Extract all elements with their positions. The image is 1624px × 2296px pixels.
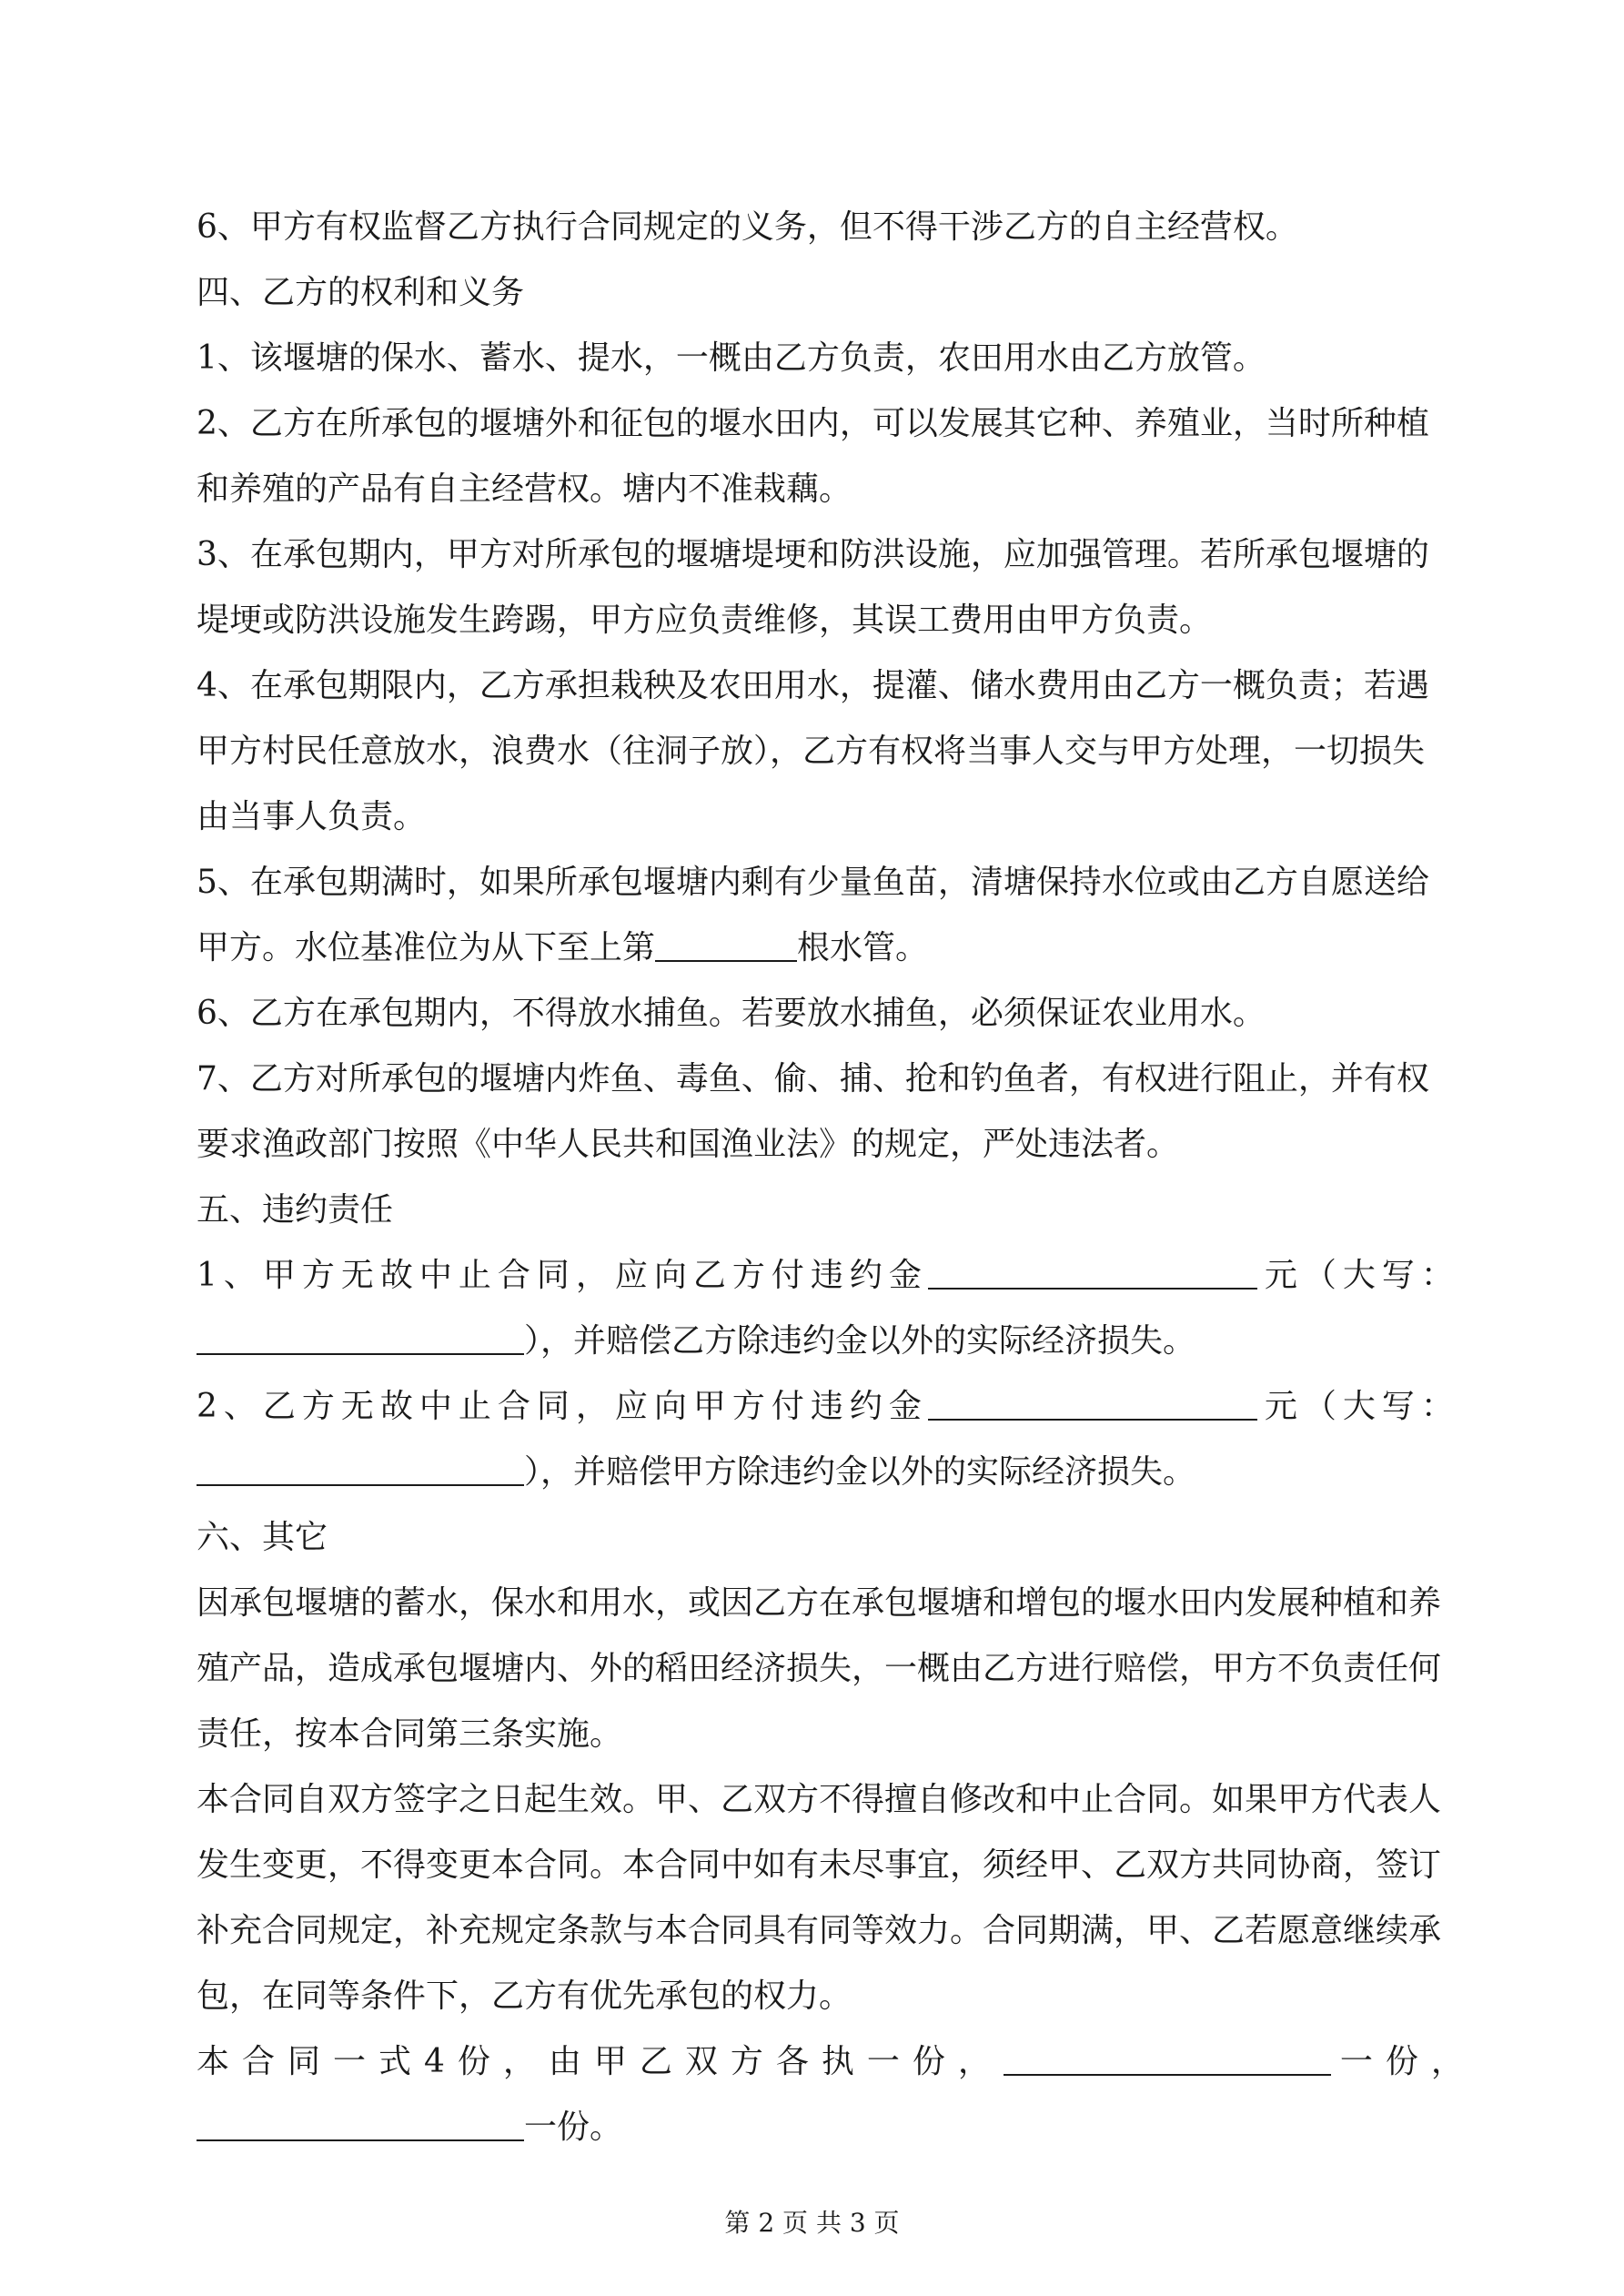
paragraph-line: 5、在承包期满时，如果所承包堰塘内剩有少量鱼苗，清塘保持水位或由乙方自愿送给 (197, 864, 1429, 901)
paragraph-line: 由当事人负责。 (197, 798, 427, 835)
penalty-capital-blank[interactable] (197, 1317, 524, 1355)
paragraph-line: 堤埂或防洪设施发生跨踢，甲方应负责维修，其误工费用由甲方负责。 (197, 602, 1213, 639)
paragraph-line: 因承包堰塘的蓄水，保水和用水，或因乙方在承包堰塘和增包的堰水田内发展种植和养 (197, 1584, 1442, 1622)
water-level-blank[interactable] (655, 924, 797, 962)
contract-body (197, 195, 1477, 2160)
penalty-capital-blank[interactable] (197, 1448, 524, 1486)
line-text: 一份， (1339, 2043, 1477, 2080)
paragraph-line (197, 1440, 1425, 1505)
penalty-amount-blank[interactable] (928, 1382, 1257, 1421)
paragraph-line (197, 2029, 1477, 2095)
line-text: 1、甲方无故中止合同，应向乙方付违约金 (197, 1257, 928, 1294)
penalty-amount-blank[interactable] (928, 1251, 1257, 1290)
line-text: ），并赔偿甲方除违约金以外的实际经济损失。 (524, 1453, 1196, 1491)
paragraph-line (197, 2095, 1425, 2160)
line-text: ），并赔偿乙方除违约金以外的实际经济损失。 (524, 1322, 1196, 1360)
paragraph-line: 甲方村民任意放水，浪费水（往洞子放），乙方有权将当事人交与甲方处理，一切损失 (197, 733, 1426, 770)
paragraph-line: 发生变更，不得变更本合同。本合同中如有未尽事宜，须经甲、乙双方共同协商，签订 (197, 1846, 1442, 1884)
section-heading: 四、乙方的权利和义务 (197, 274, 525, 311)
paragraph-line: 1、该堰塘的保水、蓄水、提水，一概由乙方负责，农田用水由乙方放管。 (197, 339, 1266, 377)
line-text: 本合同一式4份，由甲乙双方各执一份， (197, 2043, 1004, 2080)
copy-holder-blank[interactable] (197, 2103, 524, 2141)
paragraph-line: 7、乙方对所承包的堰塘内炸鱼、毒鱼、偷、捕、抢和钓鱼者，有权进行阻止，并有权 (197, 1060, 1429, 1097)
paragraph-line: 6、甲方有权监督乙方执行合同规定的义务，但不得干涉乙方的自主经营权。 (197, 208, 1298, 246)
line-text: 根水管。 (797, 929, 929, 966)
line-text: 2、乙方无故中止合同，应向甲方付违约金 (197, 1388, 928, 1425)
page-number-footer: 第 2 页 共 3 页 (724, 2208, 900, 2238)
paragraph-line: 殖产品，造成承包堰塘内、外的稻田经济损失，一概由乙方进行赔偿，甲方不负责任何 (197, 1650, 1442, 1687)
paragraph-line: 4、在承包期限内，乙方承担栽秧及农田用水，提灌、储水费用由乙方一概负责；若遇 (197, 667, 1429, 704)
paragraph-line (197, 1243, 1460, 1309)
line-text: 元（大写： (1264, 1257, 1460, 1294)
paragraph-line (197, 1309, 1425, 1374)
paragraph-line: 6、乙方在承包期内，不得放水捕鱼。若要放水捕鱼，必须保证农业用水。 (197, 995, 1266, 1032)
line-text: 一份。 (524, 2109, 623, 2146)
section-heading: 六、其它 (197, 1519, 328, 1556)
line-text: 甲方。水位基准位为从下至上第 (197, 929, 656, 966)
line-text: 元（大写： (1264, 1388, 1460, 1425)
paragraph-line (197, 915, 1425, 981)
paragraph-line: 责任，按本合同第三条实施。 (197, 1715, 623, 1753)
paragraph-line: 本合同自双方签字之日起生效。甲、乙双方不得擅自修改和中止合同。如果甲方代表人 (197, 1781, 1442, 1818)
paragraph-line: 3、在承包期内，甲方对所承包的堰塘堤埂和防洪设施，应加强管理。若所承包堰塘的 (197, 536, 1429, 573)
paragraph-line: 补充合同规定，补充规定条款与本合同具有同等效力。合同期满，甲、乙若愿意继续承 (197, 1912, 1442, 1949)
paragraph-line: 要求渔政部门按照《中华人民共和国渔业法》的规定，严处违法者。 (197, 1126, 1180, 1163)
paragraph-line: 和养殖的产品有自主经营权。塘内不准栽藕。 (197, 470, 852, 508)
paragraph-line: 2、乙方在所承包的堰塘外和征包的堰水田内，可以发展其它种、养殖业，当时所种植 (197, 405, 1429, 442)
paragraph-line: 包，在同等条件下，乙方有优先承包的权力。 (197, 1977, 852, 2015)
section-heading: 五、违约责任 (197, 1191, 394, 1229)
copy-holder-blank[interactable] (1004, 2038, 1331, 2076)
paragraph-line (197, 1374, 1460, 1440)
